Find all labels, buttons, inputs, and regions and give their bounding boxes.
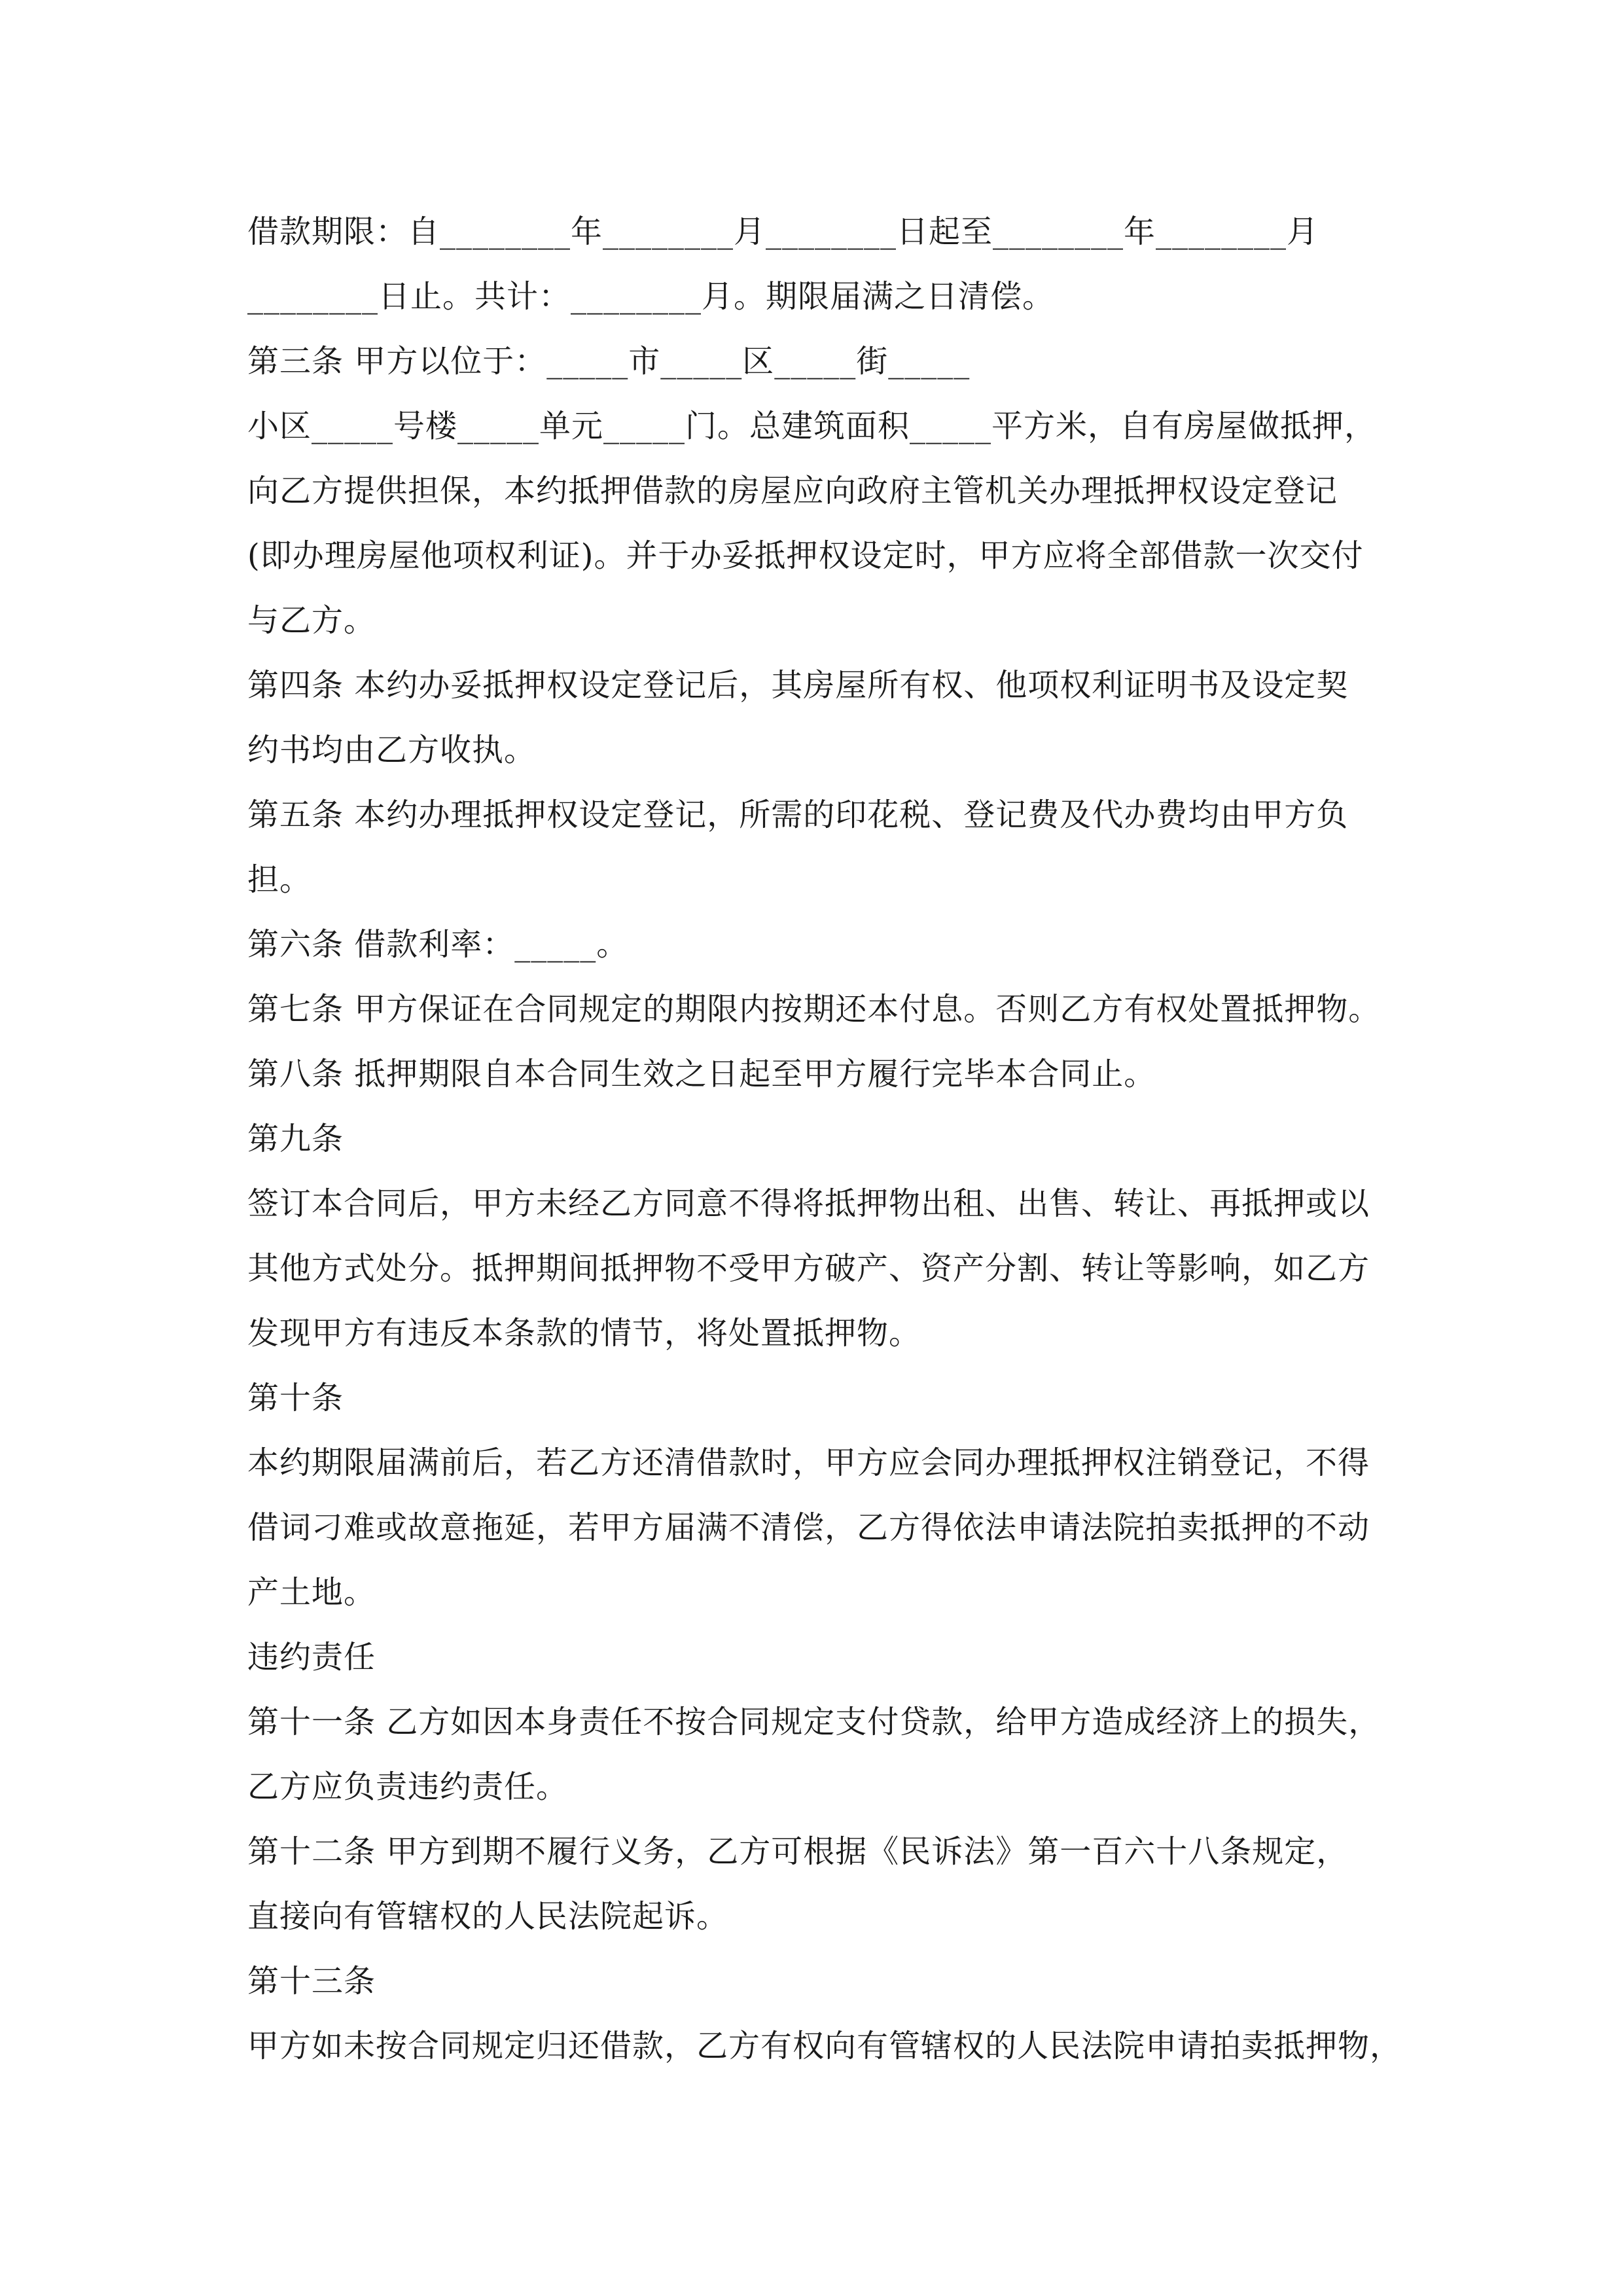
article-11-line-2: 乙方应负责违约责任。 <box>247 1768 569 1805</box>
section-heading-breach: 违约责任 <box>247 1639 376 1676</box>
document-body <box>247 200 1402 2079</box>
article-4-line-2: 约书均由乙方收执。 <box>247 732 537 768</box>
article-3-line-2: 小区_____号楼_____单元_____门。总建筑面积_____平方米，自有房屋做抵押， <box>247 408 1377 444</box>
article-3-line-5: 与乙方。 <box>247 602 376 639</box>
article-5-line-1: 第五条 本约办理抵押权设定登记，所需的印花税、登记费及代办费均由甲方负 <box>247 797 1349 833</box>
article-3-line-4: (即办理房屋他项权利证)。并于办妥抵押权设定时，甲方应将全部借款一次交付 <box>247 537 1364 574</box>
article-12-line-2: 直接向有管辖权的人民法院起诉。 <box>247 1898 729 1935</box>
article-10-line-1: 本约期限届满前后，若乙方还清借款时，甲方应会同办理抵押权注销登记，不得 <box>247 1444 1370 1481</box>
article-10-line-3: 产土地。 <box>247 1574 376 1611</box>
article-10-line-2: 借词刁难或故意拖延，若甲方届满不清偿，乙方得依法申请法院拍卖抵押的不动 <box>247 1509 1370 1546</box>
loan-term-line-1: 借款期限：自________年________月________日起至________年________月 <box>247 213 1319 250</box>
article-4-line-1: 第四条 本约办妥抵押权设定登记后，其房屋所有权、他项权利证明书及设定契 <box>247 667 1349 704</box>
article-7: 第七条 甲方保证在合同规定的期限内按期还本付息。否则乙方有权处置抵押物。 <box>247 991 1381 1028</box>
article-12-line-1: 第十二条 甲方到期不履行义务，乙方可根据《民诉法》第一百六十八条规定， <box>247 1833 1349 1870</box>
article-13-heading: 第十三条 <box>247 1963 376 2000</box>
article-9-line-2: 其他方式处分。抵押期间抵押物不受甲方破产、资产分割、转让等影响，如乙方 <box>247 1250 1370 1287</box>
article-9-line-1: 签订本合同后，甲方未经乙方同意不得将抵押物出租、出售、转让、再抵押或以 <box>247 1185 1370 1222</box>
article-10-heading: 第十条 <box>247 1380 344 1416</box>
article-9-heading: 第九条 <box>247 1121 344 1157</box>
article-3-line-3: 向乙方提供担保，本约抵押借款的房屋应向政府主管机关办理抵押权设定登记 <box>247 473 1338 509</box>
loan-term-line-2: ________日止。共计：________月。期限届满之日清偿。 <box>247 278 1055 315</box>
article-13-line-1: 甲方如未按合同规定归还借款，乙方有权向有管辖权的人民法院申请拍卖抵押物， <box>247 2028 1402 2064</box>
article-11-line-1: 第十一条 乙方如因本身责任不按合同规定支付贷款，给甲方造成经济上的损失， <box>247 1704 1381 1740</box>
article-9-line-3: 发现甲方有违反本条款的情节，将处置抵押物。 <box>247 1315 921 1352</box>
article-5-line-2: 担。 <box>247 861 312 898</box>
article-3-line-1: 第三条 甲方以位于：_____市_____区_____街_____ <box>247 343 971 380</box>
article-8: 第八条 抵押期限自本合同生效之日起至甲方履行完毕本合同止。 <box>247 1056 1156 1092</box>
article-6: 第六条 借款利率：_____。 <box>247 926 629 963</box>
